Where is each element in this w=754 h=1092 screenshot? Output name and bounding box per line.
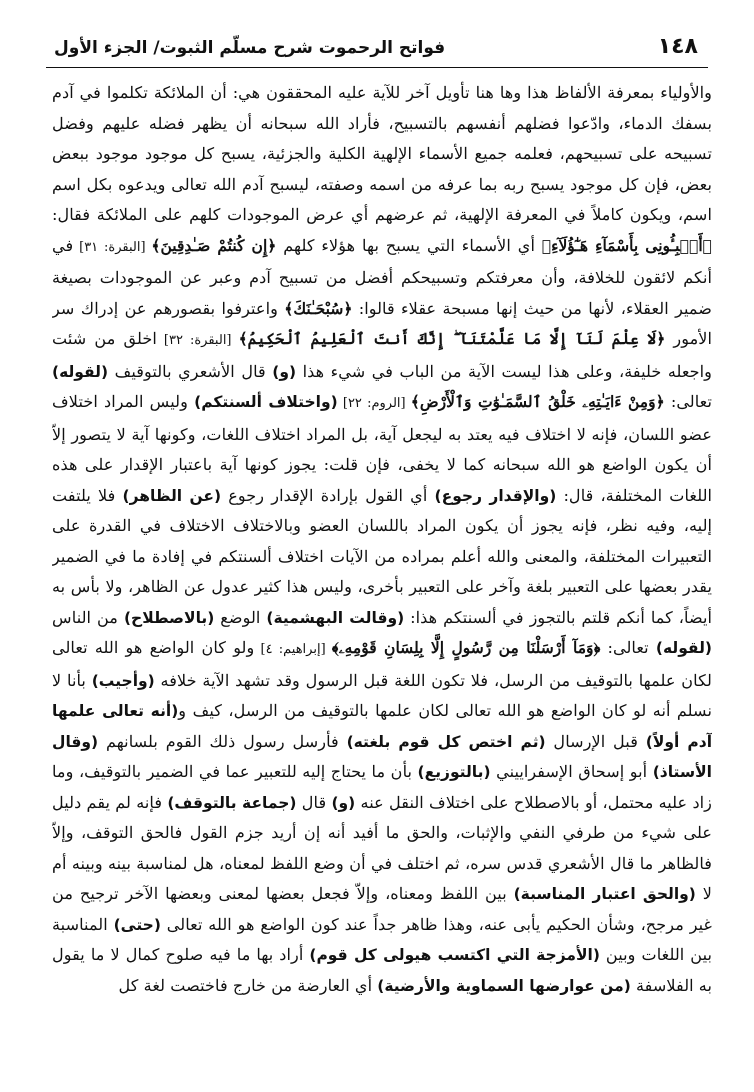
matn-phrase: (بالتوزيع) bbox=[417, 763, 491, 781]
commentary-text: أي العارضة من خارج فاختصت لغة كل bbox=[118, 975, 378, 995]
commentary-text: أي الأسماء التي يسبح بها هؤلاء كلهم bbox=[276, 235, 542, 255]
matn-phrase: (وقال الأستاذ) bbox=[52, 732, 712, 781]
matn-phrase: (و) bbox=[331, 793, 356, 812]
header-divider bbox=[46, 67, 708, 68]
matn-phrase: (لقوله) bbox=[655, 639, 712, 657]
commentary-text: واعترفوا بقصورهم عن إدراك سر الأمور bbox=[52, 298, 712, 348]
body-paragraph bbox=[52, 78, 712, 1001]
page-number: ١٤٨ bbox=[657, 34, 698, 59]
matn-phrase: (والإقدار رجوع) bbox=[434, 486, 557, 505]
quran-verse: ﴿أَنۢبِـُٔونِى بِأَسْمَآءِ هَـٰٓؤُلَآءِ﴾ bbox=[541, 235, 712, 255]
commentary-text: قال الأشعري بالتوقيف bbox=[108, 361, 273, 381]
commentary-text: قال bbox=[296, 792, 332, 812]
running-title: فواتح الرحموت شرح مسلّم الثبوت/ الجزء الأول bbox=[54, 38, 446, 58]
commentary-text: تعالى: bbox=[600, 638, 656, 657]
matn-phrase: (جماعة بالتوقف) bbox=[167, 793, 297, 812]
page-header bbox=[46, 32, 708, 66]
commentary-text: في أنكم لائقون للخلافة، وأن معرفتكم وتسبيحكم أفضل من تسبيح آدم وعبر عن الموجودات بصيغة ضمير العقلاء، لأنها من حيث إنها مسبحة عقلاء قالوا: bbox=[52, 235, 712, 318]
commentary-text: تعالى: bbox=[664, 392, 712, 411]
matn-phrase: (و) bbox=[272, 362, 297, 381]
matn-phrase: (بالاصطلاح) bbox=[123, 608, 215, 627]
quran-verse: ﴿لَا عِلْمَ لَنَآ إِلَّا مَا عَلَّمْتَنَآ ۖ إِنَّكَ أَنتَ ٱلْعَلِيمُ ٱلْحَكِيمُ﴾ bbox=[238, 329, 666, 348]
quran-verse: ﴿إِن كُنتُمْ صَـٰدِقِينَ﴾ bbox=[151, 235, 277, 255]
commentary-text: بأنا لا نسلم أنه لو كان الواضع هو الله تعالى لكان علمها بالتوقيف من الرسل، كيف و bbox=[52, 670, 712, 720]
commentary-text: بأن ما يحتاج إليه للتعبير عما في الضمير بالتوقيف، وما زاد عليه محتمل، أو بالاصطلاح على اختلاف النقل عنه bbox=[52, 762, 712, 812]
verse-reference: [إبراهيم: ٤] bbox=[254, 642, 332, 657]
quran-verse: ﴿سُبْحَـٰنَكَ﴾ bbox=[284, 298, 353, 318]
commentary-text: اخلق من شئت واجعله خليفة، وعلى هذا ليست الآية من الباب في شيء هذا bbox=[52, 329, 712, 381]
matn-phrase: (واختلاف ألسنتكم) bbox=[194, 393, 338, 411]
matn-phrase: (حتى) bbox=[113, 915, 161, 934]
matn-phrase: (الأمزجة التي اكتسب هيولى كل قوم) bbox=[309, 946, 600, 964]
commentary-text: والأولياء بمعرفة الألفاظ هذا وها هنا تأويل آخر للآية عليه المحققون هي: أن الملائكة تكلموا في آدم بسفك الدماء، وادّعوا فضلهم أنفسهم بالتسبيح، فأراد الله سبحانه أن يظهر فضله عليهم وفضل تسبيحه على تسبيحهم، فعلمه جميع الأسماء الإلهية الكلية والجزئية، يسبح كل موجود موجود ببعض بعض، فإن كل موجود يسبح ربه بما عرفه من اسمه وصفته، ليسبح آدم الله تعالى ويدعوه بكل اسم اسم، ويكون كاملاً في المعرفة الإلهية، ثم عرضهم أي عرض الموجودات كلهم على الملائكة فقال: bbox=[52, 83, 712, 224]
commentary-text: الوضع bbox=[214, 607, 267, 627]
matn-phrase: (لقوله) bbox=[52, 362, 109, 381]
matn-phrase: (عن الظاهر) bbox=[122, 486, 222, 505]
commentary-text: فلا يلتفت إليه، وفيه نظر، فإنه يجوز أن يكون المراد باللسان العضو وبالاختلاف الاختلاف في القدرة على التعبيرات المختلفة، والمعنى والله أعلم بمراده من الآيات اختلاف ألسنتكم في إفادة ما في الضمير يقدر بعضها على التعبير بلغة وآخر على التعبير بأخرى، وليس هذا كثير عدول عن الظاهر، ولا بأس به أيضاً، كما أنكم قلتم بالتجوز في ألسنتكم هذا: bbox=[52, 485, 712, 627]
quran-verse: ﴿وَمَآ أَرْسَلْنَا مِن رَّسُولٍ إِلَّا بِلِسَانِ قَوْمِهِۦ﴾ bbox=[331, 638, 601, 657]
commentary-text: أي القول بإرادة الإقدار رجوع bbox=[221, 485, 435, 505]
matn-phrase: (من عوارضها السماوية والأرضية) bbox=[377, 976, 631, 995]
matn-phrase: (وأجيب) bbox=[91, 671, 155, 690]
verse-reference: [البقرة: ٣١] bbox=[73, 239, 152, 255]
commentary-text: أبو إسحاق الإسفراييني bbox=[490, 762, 653, 781]
matn-phrase: (والحق اعتبار المناسبة) bbox=[513, 885, 696, 903]
verse-reference: [الروم: ٢٢] bbox=[337, 396, 411, 411]
commentary-text: قبل الإرسال bbox=[545, 731, 646, 751]
commentary-text: بين اللفظ ومعناه، وإلاّ فجعل بعضها لمعنى وبعضها الآخر ترجيح من غير مرجح، وشأن الحكيم يأبى عنه، وهذا ظاهر جداً عند كون الواضع هو الله تعالى bbox=[52, 884, 712, 934]
commentary-text: فإنه لم يقم دليل على شيء من طرفي النفي والإثبات، والحق ما أفيد أنه إن أريد جزم القول فالحق التوقف، وإلاّ فالظاهر ما قال الأشعري قدس سره، ثم اختلف في أن وضع اللفظ لمعناه، هل لمناسبة بينه وبينه أم لا bbox=[52, 792, 712, 903]
commentary-text: وليس المراد اختلاف عضو اللسان، فإنه لا اختلاف فيه يعتد به ليجعل آية، بل المراد اختلاف اللغات، وكونها آية لا يتصور إلاّ أن يكون الواضع هو الله سبحانه كما لا يخفى، فإن قلت: يجوز كونها آية باعتبار الإقدار على هذه اللغات المختلفة، قال: bbox=[52, 392, 712, 505]
matn-phrase: (أنه تعالى علمها آدم أولاً) bbox=[52, 702, 712, 751]
commentary-text: ولو كان الواضع هو الله تعالى لكان علمها بالتوقيف من الرسل، فلا تكون اللغة قبل الرسول وقد تشهد الآية خلافه bbox=[52, 638, 712, 690]
commentary-text: أراد بها ما فيه صلوح كمال لا ما يقول به الفلاسفة bbox=[52, 945, 712, 995]
commentary-text: من الناس bbox=[52, 607, 124, 627]
verse-reference: [البقرة: ٣٢] bbox=[156, 333, 239, 348]
commentary-text: المناسبة بين اللغات وبين bbox=[52, 914, 712, 964]
commentary-text: فأرسل رسول ذلك القوم بلسانهم bbox=[98, 731, 347, 751]
quran-verse: ﴿وَمِنْ ءَايَـٰتِهِۦ خَلْقُ ٱلسَّمَـٰوَٰتِ وَٱلْأَرْضِ﴾ bbox=[410, 392, 665, 411]
matn-phrase: (ثم اختص كل قوم بلغته) bbox=[346, 732, 546, 751]
matn-phrase: (وقالت البهشمية) bbox=[266, 608, 405, 627]
body-text bbox=[52, 78, 712, 1078]
